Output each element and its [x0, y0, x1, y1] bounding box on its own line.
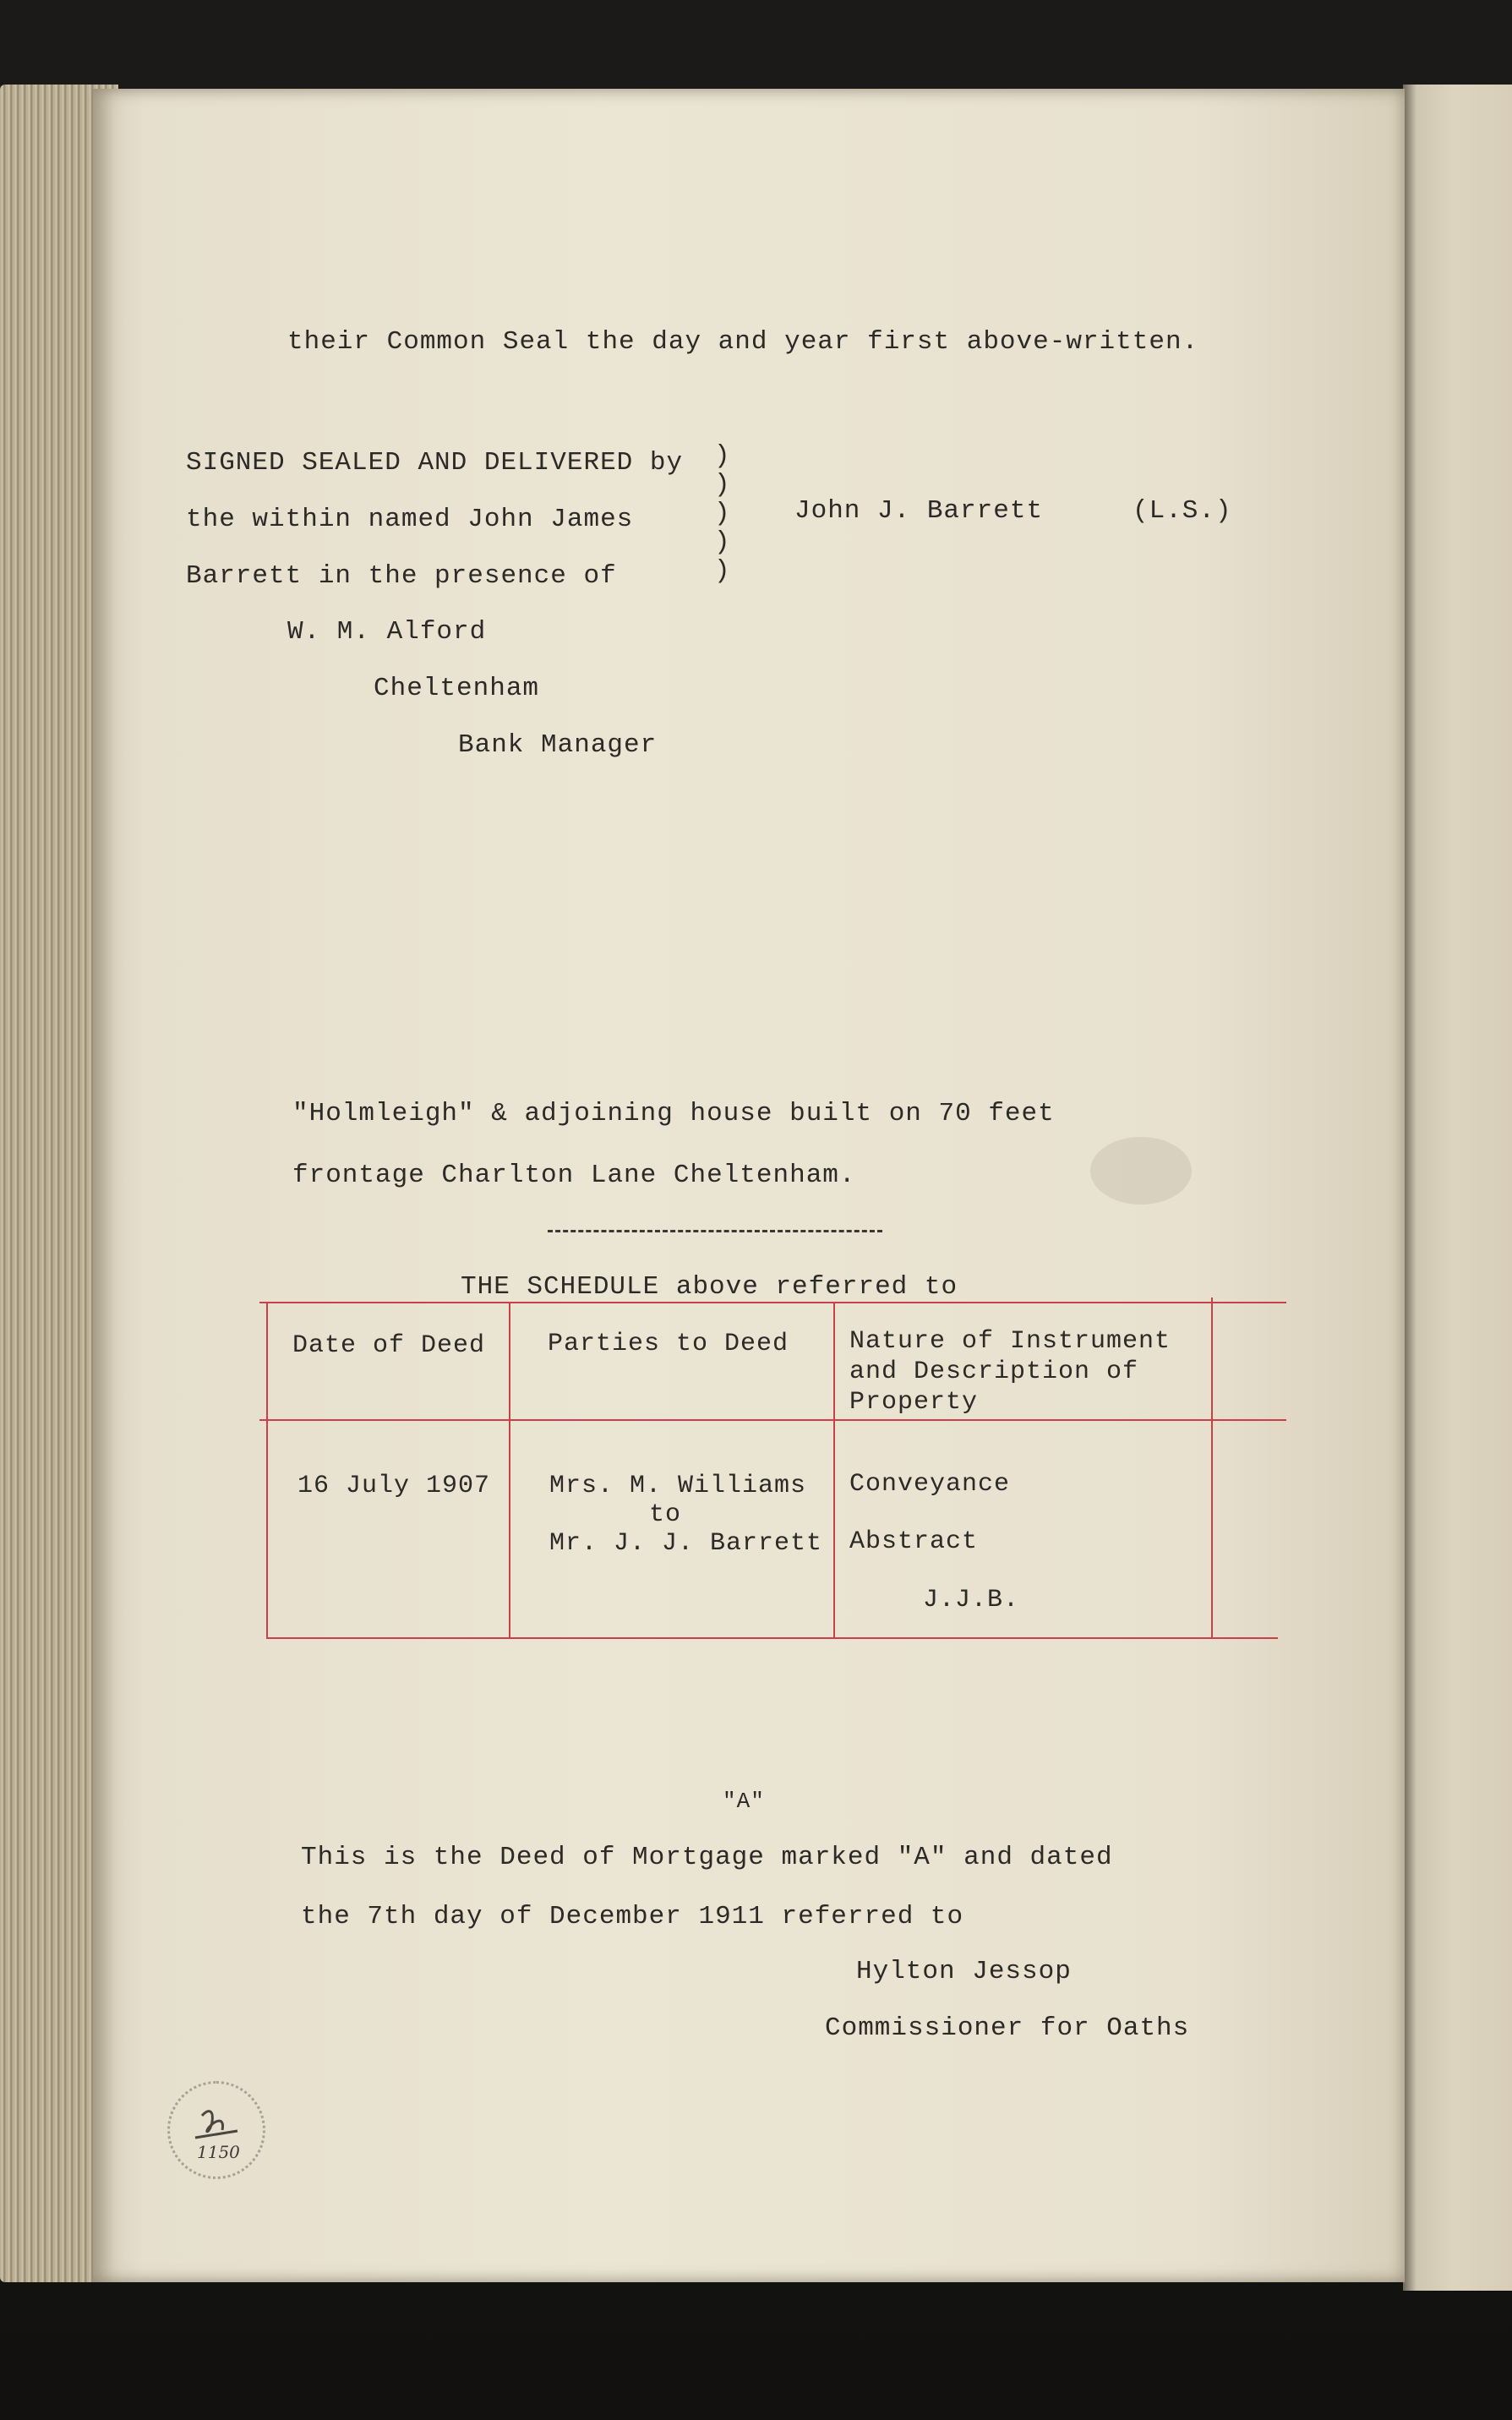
schedule-heading-underline — [548, 1230, 882, 1232]
table-cell-date: 16 July 1907 — [297, 1472, 491, 1500]
table-cell-parties-to: Mr. J. J. Barrett — [549, 1529, 823, 1558]
table-cell-parties-to-word: to — [649, 1500, 682, 1529]
property-line-2: frontage Charlton Lane Cheltenham. — [292, 1161, 856, 1190]
table-header-parties: Parties to Deed — [548, 1330, 789, 1358]
commissioner-title: Commissioner for Oaths — [825, 2013, 1190, 2043]
table-rule-top — [259, 1302, 1286, 1303]
table-rule-header — [259, 1419, 1286, 1421]
table-header-date: Date of Deed — [292, 1331, 486, 1360]
table-rule-bottom — [266, 1637, 1278, 1639]
stamp-handwriting-icon — [170, 2084, 263, 2177]
table-cell-initials: J.J.B. — [923, 1586, 1020, 1614]
paper-stain — [1090, 1137, 1192, 1205]
brace-mark-5: ) — [714, 556, 730, 586]
brace-mark-3: ) — [714, 499, 730, 528]
exhibit-mark: "A" — [723, 1789, 765, 1814]
witness-name: W. M. Alford — [287, 617, 487, 647]
signatory-name: John J. Barrett — [794, 496, 1044, 526]
exhibit-line-1: This is the Deed of Mortgage marked "A" and dated — [301, 1843, 1113, 1872]
table-rule-left — [266, 1302, 268, 1638]
seal-mark: (L.S.) — [1133, 496, 1232, 526]
brace-mark-4: ) — [714, 527, 730, 557]
table-rule-col-1 — [509, 1302, 510, 1638]
facing-page-edge — [1403, 85, 1512, 2291]
signature-clause-line-2: the within named John James — [186, 505, 634, 534]
table-cell-parties-from: Mrs. M. Williams — [549, 1472, 807, 1500]
attestation-line: their Common Seal the day and year first above-written. — [287, 327, 1199, 357]
exhibit-line-2: the 7th day of December 1911 referred to — [301, 1902, 964, 1931]
document-page — [93, 89, 1405, 2282]
stamp-number: 1150 — [197, 2142, 240, 2162]
table-cell-nature-line-1: Conveyance — [849, 1470, 1011, 1499]
table-header-nature: Nature of Instrument and Description of Property — [849, 1327, 1171, 1417]
brace-mark-2: ) — [714, 470, 730, 500]
registry-stamp — [167, 2081, 265, 2179]
signature-clause-line-3: Barrett in the presence of — [186, 561, 617, 591]
table-rule-right — [1211, 1297, 1213, 1639]
witness-occupation: Bank Manager — [458, 730, 658, 760]
table-rule-col-2 — [833, 1302, 835, 1638]
property-line-1: "Holmleigh" & adjoining house built on 70 feet — [292, 1099, 1055, 1128]
schedule-heading: THE SCHEDULE above referred to — [461, 1272, 958, 1302]
table-cell-nature-line-2: Abstract — [849, 1527, 979, 1556]
signature-clause-line-1: SIGNED SEALED AND DELIVERED by — [186, 448, 684, 478]
brace-mark-1: ) — [714, 441, 730, 471]
witness-place: Cheltenham — [374, 674, 540, 703]
commissioner-name: Hylton Jessop — [856, 1957, 1072, 1986]
